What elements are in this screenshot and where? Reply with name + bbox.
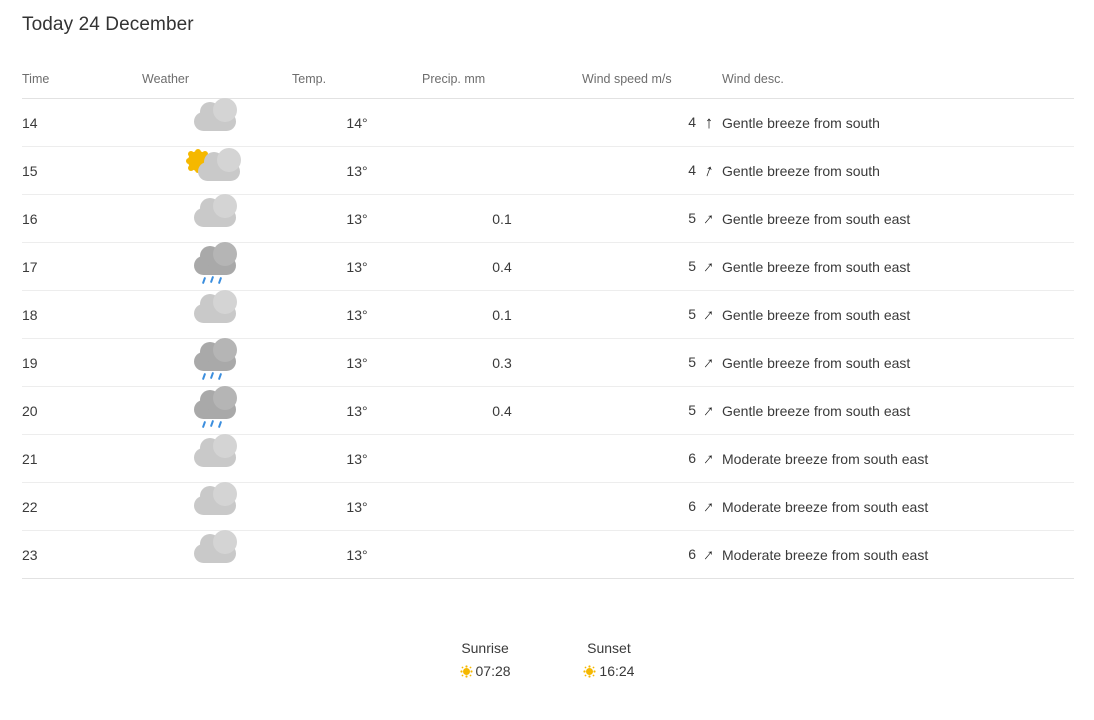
cell-weather xyxy=(142,195,292,243)
cell-wind-speed xyxy=(582,531,722,579)
cell-precip xyxy=(422,531,582,579)
cell-temp: 13° xyxy=(292,339,422,387)
cell-temp: 14° xyxy=(292,99,422,147)
cell-temp: 13° xyxy=(292,483,422,531)
wind-direction-arrow-icon: ↑ xyxy=(699,544,719,565)
cell-wind-speed xyxy=(582,99,722,147)
wind-direction-arrow-icon: ↑ xyxy=(704,113,714,133)
wind-speed-value: 4 xyxy=(688,113,696,130)
cell-time: 15 xyxy=(22,147,142,195)
cell-time: 17 xyxy=(22,243,142,291)
sunset-value: 16:24 xyxy=(599,663,635,679)
wind-speed-value: 4 xyxy=(688,161,696,178)
cell-temp: 13° xyxy=(292,195,422,243)
cell-wind-desc: Gentle breeze from south east xyxy=(722,339,1074,387)
sunrise-icon xyxy=(460,665,473,678)
table-row xyxy=(22,435,1074,483)
column-header-weather: Weather xyxy=(142,72,292,99)
cell-time: 21 xyxy=(22,435,142,483)
wind-speed-value: 5 xyxy=(688,353,696,370)
wind-speed-value: 5 xyxy=(688,305,696,322)
sunrise-value: 07:28 xyxy=(475,663,511,679)
wind-speed-value: 5 xyxy=(688,257,696,274)
column-header-wind-desc: Wind desc. xyxy=(722,72,1074,99)
column-header-precip: Precip. mm xyxy=(422,72,582,99)
rain-icon xyxy=(186,247,248,287)
wind-direction-arrow-icon: ↑ xyxy=(699,208,719,229)
wind-direction-arrow-icon: ↑ xyxy=(699,400,719,421)
cell-wind-speed xyxy=(582,147,722,195)
column-header-wind-speed: Wind speed m/s xyxy=(582,72,722,99)
cell-weather xyxy=(142,147,292,195)
cell-weather xyxy=(142,435,292,483)
sunrise-block xyxy=(425,640,545,679)
cell-time: 23 xyxy=(22,531,142,579)
wind-direction-arrow-icon: ↑ xyxy=(699,448,719,469)
sunset-label: Sunset xyxy=(587,640,631,656)
wind-speed-value: 6 xyxy=(688,497,696,514)
cell-wind-desc: Gentle breeze from south east xyxy=(722,243,1074,291)
cell-wind-speed xyxy=(582,387,722,435)
cell-wind-desc: Moderate breeze from south east xyxy=(722,531,1074,579)
cell-temp: 13° xyxy=(292,243,422,291)
cell-wind-speed xyxy=(582,339,722,387)
table-row xyxy=(22,99,1074,147)
cell-precip: 0.1 xyxy=(422,195,582,243)
wind-direction-arrow-icon: ↑ xyxy=(699,352,719,373)
column-header-time: Time xyxy=(22,72,142,99)
cell-time: 22 xyxy=(22,483,142,531)
cell-weather xyxy=(142,339,292,387)
cloudy-icon xyxy=(186,535,248,575)
cloudy-icon xyxy=(186,439,248,479)
cell-wind-desc: Gentle breeze from south xyxy=(722,147,1074,195)
cell-time: 16 xyxy=(22,195,142,243)
cloudy-icon xyxy=(186,487,248,527)
cell-weather xyxy=(142,387,292,435)
table-header-row xyxy=(22,72,1074,99)
table-row xyxy=(22,195,1074,243)
cell-time: 20 xyxy=(22,387,142,435)
table-row xyxy=(22,483,1074,531)
partly-cloudy-icon xyxy=(186,151,248,191)
cell-temp: 13° xyxy=(292,291,422,339)
page-title: Today 24 December xyxy=(22,14,194,35)
column-header-temp: Temp. xyxy=(292,72,422,99)
table-row xyxy=(22,147,1074,195)
table-row xyxy=(22,387,1074,435)
cloudy-icon xyxy=(186,199,248,239)
cell-precip xyxy=(422,99,582,147)
sunrise-label: Sunrise xyxy=(461,640,509,656)
cell-wind-desc: Moderate breeze from south east xyxy=(722,483,1074,531)
cell-weather xyxy=(142,243,292,291)
wind-direction-arrow-icon: ↑ xyxy=(701,160,717,182)
cell-wind-speed xyxy=(582,291,722,339)
sunset-block xyxy=(549,640,669,679)
wind-speed-value: 6 xyxy=(688,449,696,466)
cell-temp: 13° xyxy=(292,387,422,435)
table-row xyxy=(22,339,1074,387)
sun-info xyxy=(0,640,1094,679)
cell-precip xyxy=(422,435,582,483)
wind-direction-arrow-icon: ↑ xyxy=(699,304,719,325)
cell-time: 18 xyxy=(22,291,142,339)
cell-weather xyxy=(142,99,292,147)
rain-icon xyxy=(186,391,248,431)
sunset-icon xyxy=(583,665,596,678)
cell-wind-desc: Gentle breeze from south east xyxy=(722,195,1074,243)
cloudy-icon xyxy=(186,295,248,335)
cell-temp: 13° xyxy=(292,147,422,195)
cell-wind-speed xyxy=(582,483,722,531)
cell-weather xyxy=(142,531,292,579)
cell-precip: 0.4 xyxy=(422,243,582,291)
cell-precip: 0.4 xyxy=(422,387,582,435)
table-row xyxy=(22,531,1074,579)
wind-direction-arrow-icon: ↑ xyxy=(699,496,719,517)
cell-temp: 13° xyxy=(292,531,422,579)
cloudy-icon xyxy=(186,103,248,143)
cell-weather xyxy=(142,291,292,339)
table-row xyxy=(22,291,1074,339)
wind-speed-value: 5 xyxy=(688,401,696,418)
cell-wind-desc: Moderate breeze from south east xyxy=(722,435,1074,483)
cell-wind-desc: Gentle breeze from south east xyxy=(722,291,1074,339)
cell-temp: 13° xyxy=(292,435,422,483)
cell-wind-desc: Gentle breeze from south xyxy=(722,99,1074,147)
wind-speed-value: 5 xyxy=(688,209,696,226)
cell-wind-desc: Gentle breeze from south east xyxy=(722,387,1074,435)
cell-precip: 0.3 xyxy=(422,339,582,387)
table-row xyxy=(22,243,1074,291)
wind-direction-arrow-icon: ↑ xyxy=(699,256,719,277)
cell-precip xyxy=(422,147,582,195)
cell-time: 19 xyxy=(22,339,142,387)
table-body xyxy=(22,99,1074,579)
cell-precip xyxy=(422,483,582,531)
cell-wind-speed xyxy=(582,435,722,483)
cell-precip: 0.1 xyxy=(422,291,582,339)
cell-time: 14 xyxy=(22,99,142,147)
cell-weather xyxy=(142,483,292,531)
cell-wind-speed xyxy=(582,243,722,291)
rain-icon xyxy=(186,343,248,383)
hourly-forecast-table xyxy=(22,72,1074,579)
wind-speed-value: 6 xyxy=(688,545,696,562)
cell-wind-speed xyxy=(582,195,722,243)
